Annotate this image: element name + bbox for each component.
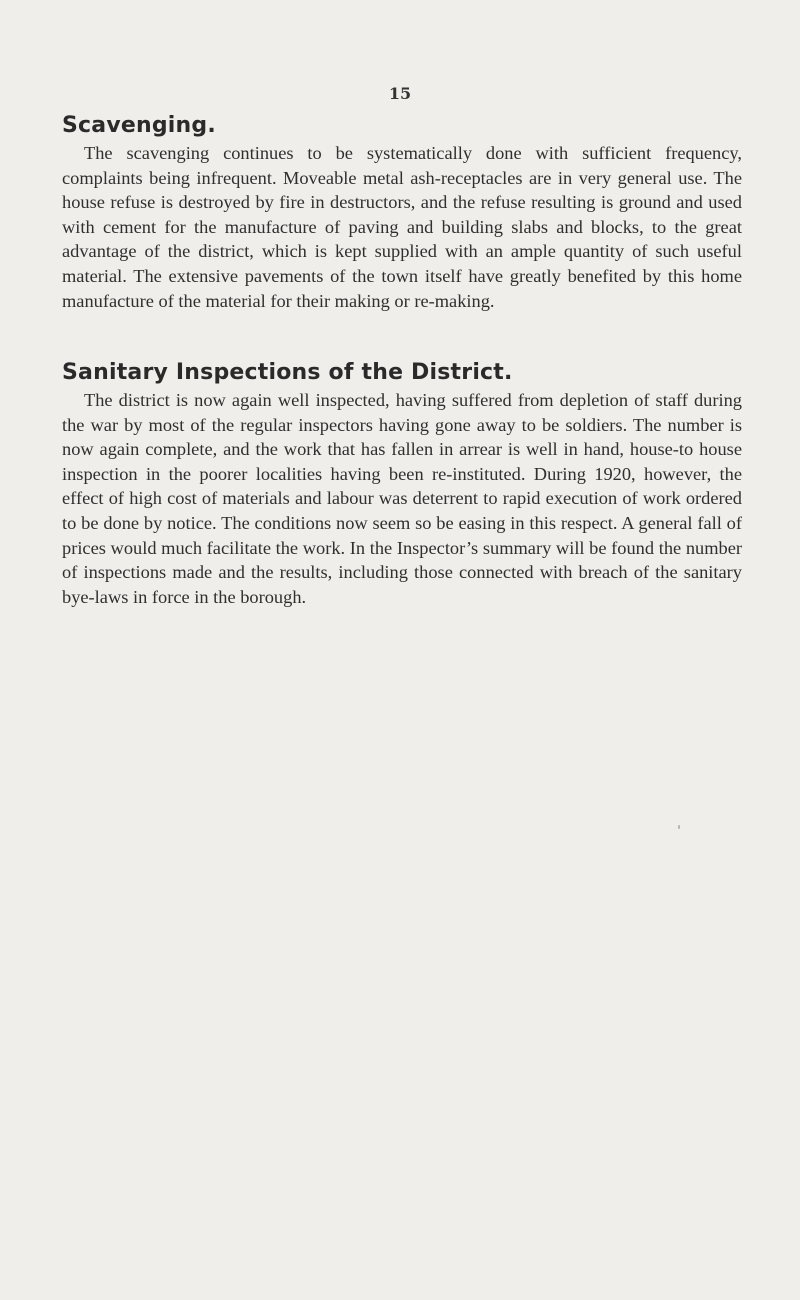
- section-body-scavenging: The scavenging continues to be systematically done with sufficient frequency, complaints being infrequent. Moveable metal ash-receptacles are in very general use. The house refuse is destroyed by fire in destructors, and the refuse resulting is ground and used with cement for the manufacture of paving and building slabs and blocks, to the great advantage of the district, which is kept supplied with an ample quantity of such useful material. The extensive pavements of the town itself have greatly benefited by this home manufacture of the material for their making or re-making.: [62, 143, 742, 311]
- section-heading-scavenging: Scavenging.: [62, 113, 216, 138]
- paper-speck: [678, 825, 680, 829]
- section-heading-sanitary-inspections: Sanitary Inspections of the District.: [62, 360, 513, 385]
- page-number: 15: [388, 84, 412, 103]
- section-body-sanitary-inspections: The district is now again well inspected, having suffered from depletion of staff during the war by most of the regular inspectors having gone away to be soldiers. The number is now again complete, and the work that has fallen in arrear is well in hand, house-to house inspection in the poorer localities having been re-instituted. During 1920, however, the effect of high cost of materials and labour was deterrent to rapid execution of work ordered to be done by notice. The conditions now seem so be easing in this respect. A general fall of prices would much facilitate the work. In the Inspector’s summary will be found the number of inspections made and the results, including those connected with breach of the sanitary bye-laws in force in the borough.: [62, 390, 742, 607]
